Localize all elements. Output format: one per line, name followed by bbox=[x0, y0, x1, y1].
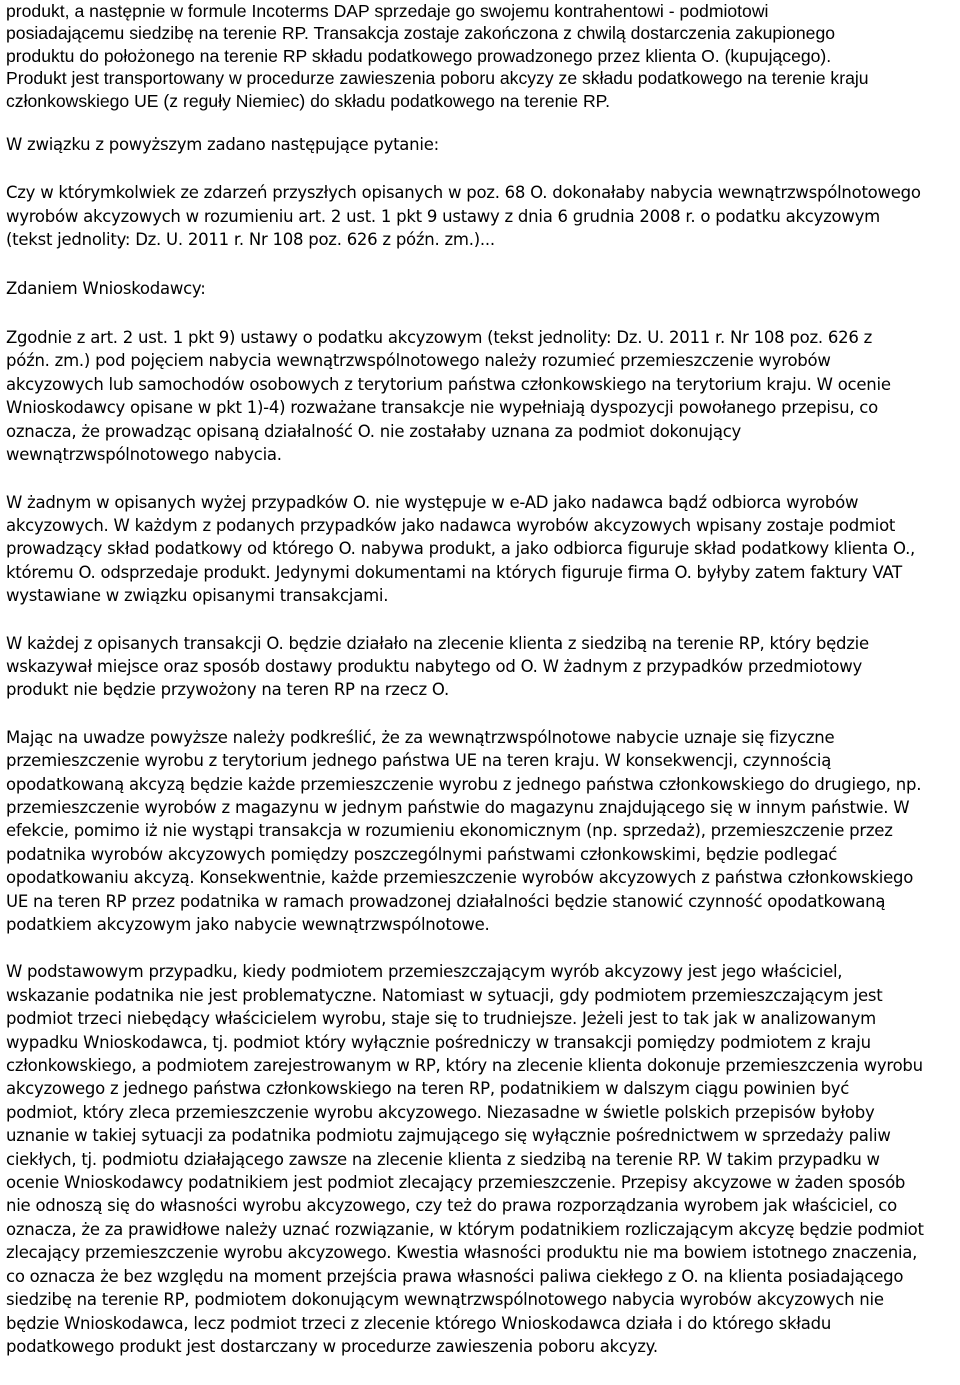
paragraph-5: W podstawowym przypadku, kiedy podmiotem przemieszczającym wyrób akcyzowy jest jego właściciel, wskazanie podatnika nie jest problematyczne. Natomiast w sytuacji, gdy podmiotem przemieszczającym jest podmiot trzeci niebędący właścicielem wyrobu, staje się to trudniejsze. Jeżeli jest to tak jak w analizowanym wypadku Wnioskodawca, tj. podmiot który wyłącznie pośredniczy w transakcji pomiędzy podmiotem z kraju członkowskiego, a podmiotem zarejestrowanym w RP, który na zlecenie klienta dokonuje przemieszczenia wyrobu akcyzowego z jednego państwa członkowskiego na teren RP, podatnikiem w dalszym ciągu powinien być podmiot, który zleca przemieszczenie wyrobu akcyzowego. Niezasadne w świetle polskich przepisów byłoby uznanie w takiej sytuacji za podatnika podmiotu zajmującego się wyłącznie pośrednictwem w sprzedaży paliw ciekłych, tj. podmiotu działającego zawsze na zlecenie klienta z siedzibą na terenie RP. W takim przypadku w ocenie Wnioskodawcy podatnikiem jest podmiot zlecający przemieszczenie. Przepisy akcyzowe w żaden sposób nie odnoszą się do własności wyrobu akcyzowego, czy też do prawa rozporządzania wyrobem jak właściciel, co oznacza, że za prawidłowe należy uznać rozwiązanie, w którym podatnikiem rozliczającym akcyzę będzie podmiot zlecający przemieszczenie wyrobu akcyzowego. Kwestia własności produktu nie ma bowiem istotnego znaczenia, co oznacza że bez względu na moment przejścia prawa własności paliwa ciekłego z O. na klienta posiadającego siedzibę na terenie RP, podmiotem dokonującym wewnątrzwspólnotowego nabycia wyrobów akcyzowych nie będzie Wnioskodawca, lecz podmiot trzeci z zlecenie którego Wnioskodawca działa i do którego składu podatkowego produkt jest dostarczany w procedurze zawieszenia poboru akcyzy. bbox=[6, 962, 924, 1356]
intro-paragraph: produkt, a następnie w formule Incoterms DAP sprzedaje go swojemu kontrahentowi - podmiotowi posiadającemu siedzibę na terenie RP. Transakcja zostaje zakończona z chwilą dostarczenia zakupionego produktu do położonego na terenie RP składu podatkowego prowadzonego przez klienta O. (kupującego). Produkt jest transportowany w procedurze zawieszenia poboru akcyzy ze składu podatkowego na terenie kraju członkowskiego UE (z reguły Niemiec) do składu podatkowego na terenie RP. bbox=[6, 1, 869, 111]
paragraph-4: Mając na uwadze powyższe należy podkreślić, że za wewnątrzwspólnotowe nabycie uznaje się fizyczne przemieszczenie wyrobu z terytorium jednego państwa UE na teren kraju. W konsekwencji, czynnością opodatkowaną akcyzą będzie każde przemieszczenie wyrobu z jednego państwa członkowskiego do drugiego, np. przemieszczenie wyrobów z magazynu w jednym państwie do magazynu znajdującego się w innym państwie. W efekcie, pomimo iż nie wystąpi transakcja w rozumieniu ekonomicznym (np. sprzedaż), przemieszczenie przez podatnika wyrobów akcyzowych pomiędzy poszczególnymi państwami członkowskimi, będzie podlegać opodatkowaniu akcyzą. Konsekwentnie, każde przemieszczenie wyrobów akcyzowych z państwa członkowskiego UE na teren RP przez podatnika w ramach prowadzonej działalności będzie stanowić czynność opodatkowaną podatkiem akcyzowym jako nabycie wewnątrzwspólnotowe. bbox=[6, 727, 922, 934]
paragraph-3: W każdej z opisanych transakcji O. będzie działało na zlecenie klienta z siedzibą na terenie RP, który będzie wskazywał miejsce oraz sposób dostawy produktu nabytego od O. W żadnym z przypadków przedmiotowy produkt nie będzie przywożony na teren RP na rzecz O. bbox=[6, 633, 869, 700]
paragraph-1: Zgodnie z art. 2 ust. 1 pkt 9) ustawy o podatku akcyzowym (tekst jednolity: Dz. U. 2011 r. Nr 108 poz. 626 z późn. zm.) pod pojęciem nabycia wewnątrzwspólnotowego należy rozumieć przemieszczenie wyrobów akcyzowych lub samochodów osobowych z terytorium państwa członkowskiego na terytorium kraju. W ocenie Wnioskodawcy opisane w pkt 1)-4) rozważane transakcje nie wypełniają dyspozycji powołanego przepisu, co oznacza, że prowadząc opisaną działalność O. nie zostałaby uznana za podmiot dokonujący wewnątrzwspólnotowego nabycia. bbox=[6, 328, 891, 465]
question-intro: W związku z powyższym zadano następujące pytanie: bbox=[6, 135, 439, 155]
applicant-heading: Zdaniem Wnioskodawcy: bbox=[6, 278, 206, 298]
paragraph-2: W żadnym w opisanych wyżej przypadków O. nie występuje w e-AD jako nadawca bądź odbiorca wyrobów akcyzowych. W każdym z podanych przypadków jako nadawca wyrobów akcyzowych wpisany zostaje podmiot prowadzący skład podatkowy od którego O. nabywa produkt, a jako odbiorca figuruje skład podatkowy klienta O., któremu O. odsprzedaje produkt. Jedynymi dokumentami na których figuruje firma O. byłyby zatem faktury VAT wystawiane w związku opisanymi transakcjami. bbox=[6, 492, 916, 606]
question-text: Czy w którymkolwiek ze zdarzeń przyszłych opisanych w poz. 68 O. dokonałaby nabycia wewnątrzwspólnotowego wyrobów akcyzowych w rozumieniu art. 2 ust. 1 pkt 9 ustawy z dnia 6 grudnia 2008 r. o podatku akcyzowym (tekst jednolity: Dz. U. 2011 r. Nr 108 poz. 626 z późn. zm.)... bbox=[6, 183, 921, 250]
document-page bbox=[6, 0, 956, 1358]
